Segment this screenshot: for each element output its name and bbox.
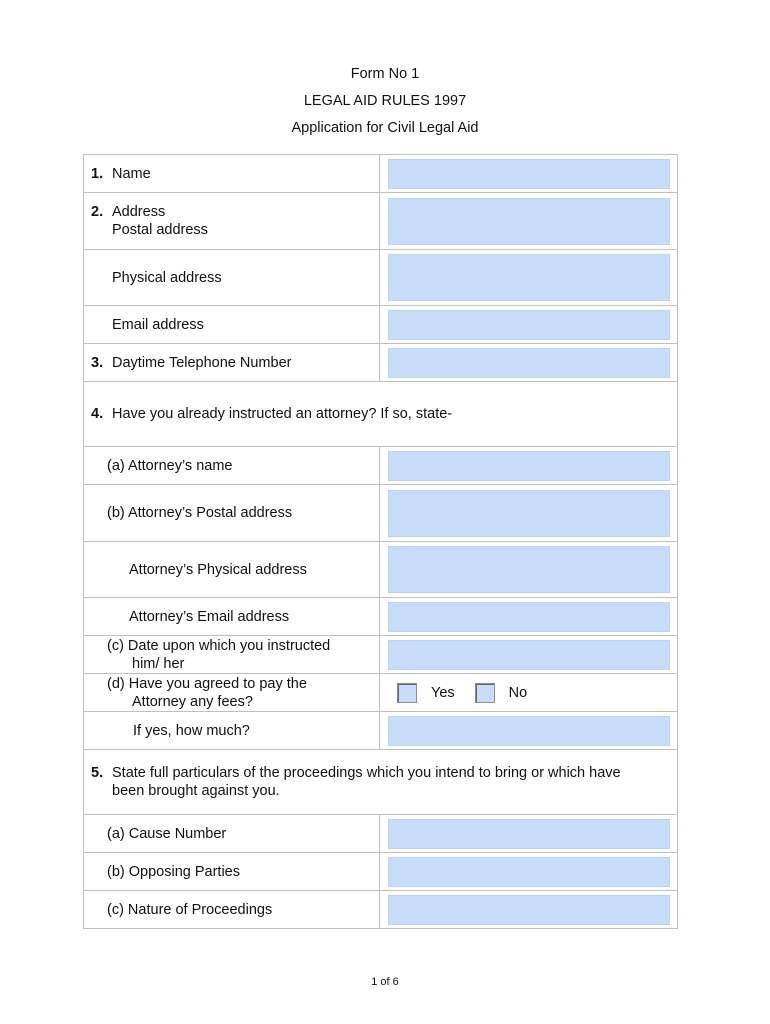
attorney-postal-label: (b) Attorney’s Postal address <box>107 505 293 521</box>
q3-label: 3. Daytime Telephone Number <box>91 354 292 371</box>
yes-label: Yes <box>431 684 455 701</box>
application-form-table <box>83 154 678 929</box>
fees-question-label: (d) Have you agreed to pay the Attorney any fees? <box>107 675 307 710</box>
nature-proceedings-label: (c) Nature of Proceedings <box>107 901 273 918</box>
attorney-name-label: (a) Attorney’s name <box>107 457 233 474</box>
physical-address-label: Physical address <box>112 269 222 286</box>
form-subtitle: Application for Civil Legal Aid <box>291 120 479 136</box>
opposing-parties-field[interactable] <box>388 857 670 887</box>
instructed-date-field[interactable] <box>388 640 670 670</box>
cause-number-label: (a) Cause Number <box>107 825 227 842</box>
telephone-field[interactable] <box>388 348 670 378</box>
attorney-physical-field[interactable] <box>388 546 670 593</box>
email-address-label: Email address <box>112 316 204 333</box>
attorney-email-field[interactable] <box>388 602 670 632</box>
physical-address-field[interactable] <box>388 254 670 301</box>
form-number: Form No 1 <box>350 66 420 82</box>
postal-address-field[interactable] <box>388 198 670 245</box>
attorney-physical-label: Attorney’s Physical address <box>129 561 307 578</box>
page-number: 1 of 6 <box>371 976 399 988</box>
yes-checkbox[interactable] <box>397 683 417 703</box>
q2-label: 2. Address Postal address <box>91 204 208 238</box>
rules-title: LEGAL AID RULES 1997 <box>303 93 467 109</box>
q4-label: 4. Have you already instructed an attorney? If so, state- <box>91 406 453 422</box>
email-address-field[interactable] <box>388 310 670 340</box>
fee-amount-field[interactable] <box>388 716 670 746</box>
name-field[interactable] <box>388 159 670 189</box>
attorney-email-label: Attorney’s Email address <box>129 608 290 625</box>
no-checkbox[interactable] <box>475 683 495 703</box>
attorney-name-field[interactable] <box>388 451 670 481</box>
no-label: No <box>508 684 528 701</box>
fee-amount-label: If yes, how much? <box>133 722 250 739</box>
fees-options <box>380 675 677 711</box>
q1-label: 1. Name <box>91 165 151 182</box>
cause-number-field[interactable] <box>388 819 670 849</box>
nature-proceedings-field[interactable] <box>388 895 670 925</box>
opposing-parties-label: (b) Opposing Parties <box>107 863 240 880</box>
attorney-postal-field[interactable] <box>388 490 670 537</box>
q5-label: 5. State full particulars of the proceedings which you intend to bring or which have been brought against you. <box>91 765 621 799</box>
instructed-date-label: (c) Date upon which you instructed him/ her <box>107 637 331 672</box>
